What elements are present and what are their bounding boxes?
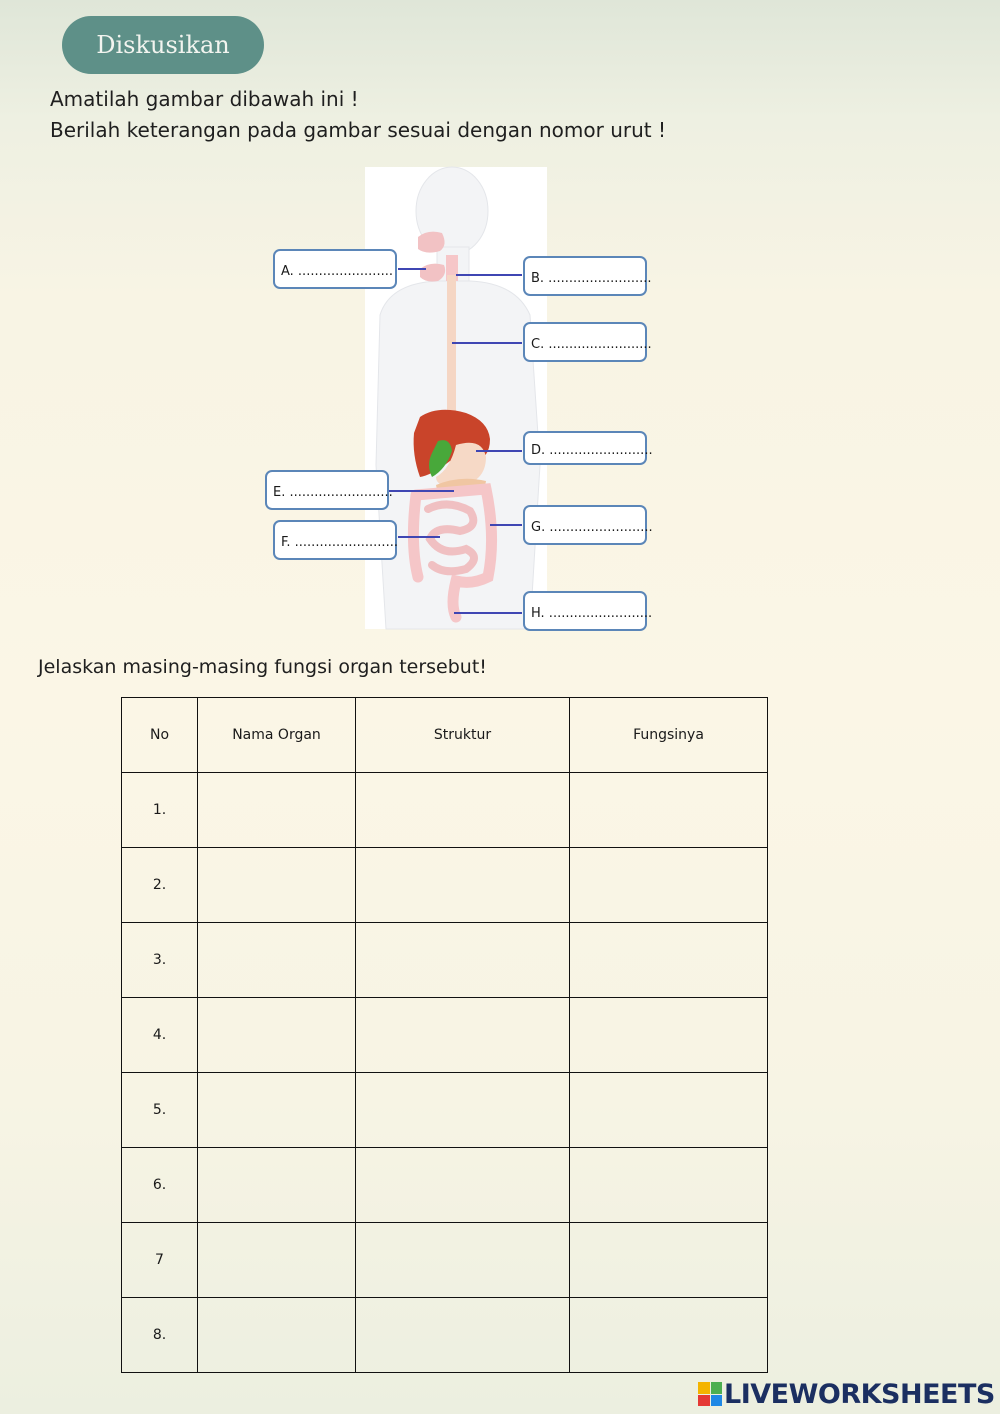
svg-text:E. .........................: E. ......................... xyxy=(273,485,393,500)
row-number: 7 xyxy=(122,1223,198,1298)
row-number: 6. xyxy=(122,1148,198,1223)
cell-nama-organ[interactable] xyxy=(198,848,356,923)
table-row xyxy=(122,1148,768,1223)
cell-fungsi[interactable] xyxy=(570,848,768,923)
svg-text:G. .........................: G. ......................... xyxy=(531,520,653,535)
svg-text:A. .......................: A. ....................... xyxy=(281,264,393,279)
cell-nama-organ[interactable] xyxy=(198,1073,356,1148)
cell-fungsi[interactable] xyxy=(570,923,768,998)
header-struktur: Struktur xyxy=(356,698,570,773)
label-b[interactable] xyxy=(524,257,652,295)
table-row xyxy=(122,998,768,1073)
label-e[interactable] xyxy=(266,471,393,509)
label-a[interactable] xyxy=(274,250,396,288)
row-number: 8. xyxy=(122,1298,198,1373)
table-row xyxy=(122,1298,768,1373)
label-c[interactable] xyxy=(524,323,652,361)
header-no: No xyxy=(122,698,198,773)
cell-fungsi[interactable] xyxy=(570,773,768,848)
label-f[interactable] xyxy=(274,521,398,559)
instruction-observe: Amatilah gambar dibawah ini ! xyxy=(50,87,359,111)
cell-nama-organ[interactable] xyxy=(198,1298,356,1373)
table-row xyxy=(122,923,768,998)
label-h[interactable] xyxy=(524,592,652,630)
cell-struktur[interactable] xyxy=(356,1073,570,1148)
organ-table xyxy=(121,697,768,1373)
liveworksheets-logo[interactable] xyxy=(698,1378,995,1410)
svg-text:F. .........................: F. ......................... xyxy=(281,535,398,550)
instruction-label: Berilah keterangan pada gambar sesuai dengan nomor urut ! xyxy=(50,118,666,142)
table-header-row xyxy=(122,698,768,773)
cell-nama-organ[interactable] xyxy=(198,923,356,998)
section-badge: Diskusikan xyxy=(62,16,264,74)
digestive-system-diagram xyxy=(260,165,660,635)
cell-struktur[interactable] xyxy=(356,998,570,1073)
header-nama-organ: Nama Organ xyxy=(198,698,356,773)
row-number: 4. xyxy=(122,998,198,1073)
cell-nama-organ[interactable] xyxy=(198,773,356,848)
cell-fungsi[interactable] xyxy=(570,1298,768,1373)
liveworksheets-logo-icon xyxy=(698,1382,722,1406)
row-number: 2. xyxy=(122,848,198,923)
header-fungsinya: Fungsinya xyxy=(570,698,768,773)
cell-fungsi[interactable] xyxy=(570,1223,768,1298)
svg-text:B. .........................: B. ......................... xyxy=(531,271,652,286)
liveworksheets-logo-text: LIVEWORKSHEETS xyxy=(724,1378,995,1410)
table-row xyxy=(122,1073,768,1148)
svg-text:C. .........................: C. ......................... xyxy=(531,337,652,352)
table-row xyxy=(122,773,768,848)
question-text: Jelaskan masing-masing fungsi organ tersebut! xyxy=(38,656,487,678)
cell-struktur[interactable] xyxy=(356,1148,570,1223)
row-number: 1. xyxy=(122,773,198,848)
label-d[interactable] xyxy=(524,432,653,464)
cell-nama-organ[interactable] xyxy=(198,1223,356,1298)
cell-struktur[interactable] xyxy=(356,1223,570,1298)
cell-nama-organ[interactable] xyxy=(198,998,356,1073)
svg-text:D. .........................: D. ......................... xyxy=(531,443,653,458)
esophagus xyxy=(447,275,456,425)
row-number: 5. xyxy=(122,1073,198,1148)
row-number: 3. xyxy=(122,923,198,998)
svg-text:H. .........................: H. ......................... xyxy=(531,606,653,621)
cell-fungsi[interactable] xyxy=(570,998,768,1073)
cell-struktur[interactable] xyxy=(356,773,570,848)
table-row xyxy=(122,848,768,923)
label-g[interactable] xyxy=(524,506,653,544)
cell-struktur[interactable] xyxy=(356,1298,570,1373)
cell-struktur[interactable] xyxy=(356,848,570,923)
cell-nama-organ[interactable] xyxy=(198,1148,356,1223)
cell-struktur[interactable] xyxy=(356,923,570,998)
cell-fungsi[interactable] xyxy=(570,1073,768,1148)
cell-fungsi[interactable] xyxy=(570,1148,768,1223)
table-row xyxy=(122,1223,768,1298)
